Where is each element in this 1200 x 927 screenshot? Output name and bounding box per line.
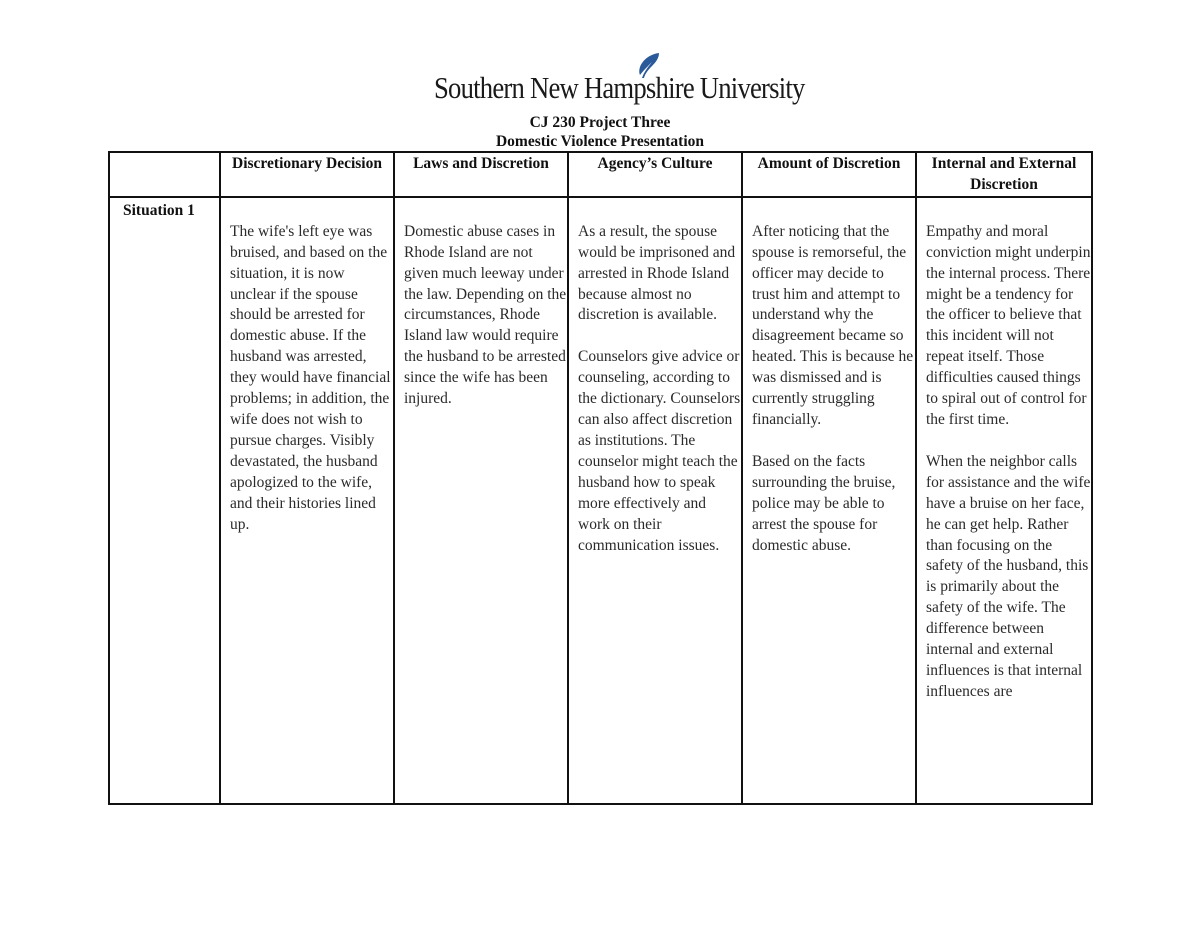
header-laws-and-discretion: Laws and Discretion <box>394 152 568 197</box>
university-logo <box>434 52 805 105</box>
cell-paragraph: After noticing that the spouse is remorseful, the officer may decide to trust him and attempt to understand why the disagreement became so heated. This is because he was dismissed and is currently struggling financially. <box>752 222 914 428</box>
cell-amount-of-discretion <box>742 197 916 804</box>
cell-paragraph: Domestic abuse cases in Rhode Island are not given much leeway under the law. Depending on the circumstances, Rhode Island law would require the husband to be arrested since the wife has been injured. <box>404 222 567 408</box>
cell-paragraph: Based on the facts surrounding the bruise, police may be able to arrest the spouse for domestic abuse. <box>752 452 896 554</box>
document-subtitle: Domestic Violence Presentation <box>495 133 705 150</box>
cell-paragraph: Counselors give advice or counseling, according to the dictionary. Counselors can also affect discretion as institutions. The counselor might teach the husband how to speak more effectively and work on their communication issues. <box>578 348 741 554</box>
header-amount-of-discretion: Amount of Discretion <box>742 152 916 197</box>
header-cell-empty <box>109 152 220 197</box>
cell-discretionary-decision <box>220 197 394 804</box>
discretion-table <box>108 151 1093 805</box>
header-agency-culture: Agency’s Culture <box>568 152 742 197</box>
header-discretionary-decision: Discretionary Decision <box>220 152 394 197</box>
document-title: CJ 230 Project Three <box>529 114 671 131</box>
cell-paragraph: The wife's left eye was bruised, and based on the situation, it is now unclear if the spouse should be arrested for domestic abuse. If the husband was arrested, they would have financial problems; in addition, the wife does not wish to pursue charges. Visibly devastated, the husband apologized to the wife, and their histories lined up. <box>230 222 391 533</box>
cell-agency-culture <box>568 197 742 804</box>
cell-internal-external <box>916 197 1092 804</box>
row-label: Situation 1 <box>109 197 220 804</box>
table-header-row <box>109 152 1092 197</box>
cell-paragraph: Empathy and moral conviction might underpin the internal process. There might be a tendency for the officer to believe that this incident will not repeat itself. Those difficulties caused things to spiral out of control for the first time. <box>926 222 1091 428</box>
table-row <box>109 197 1092 804</box>
header-internal-external: Internal and External Discretion <box>916 152 1092 197</box>
cell-paragraph: As a result, the spouse would be imprisoned and arrested in Rhode Island because almost no discretion is available. <box>578 222 736 324</box>
cell-laws-and-discretion <box>394 197 568 804</box>
logo-text: Southern New Hampshire University <box>434 70 805 105</box>
cell-paragraph: When the neighbor calls for assistance and the wife have a bruise on her face, he can get help. Rather than focusing on the safety of the husband, this is primarily about the safety of the wife. The difference between internal and external influences is that internal influences are <box>926 452 1091 700</box>
